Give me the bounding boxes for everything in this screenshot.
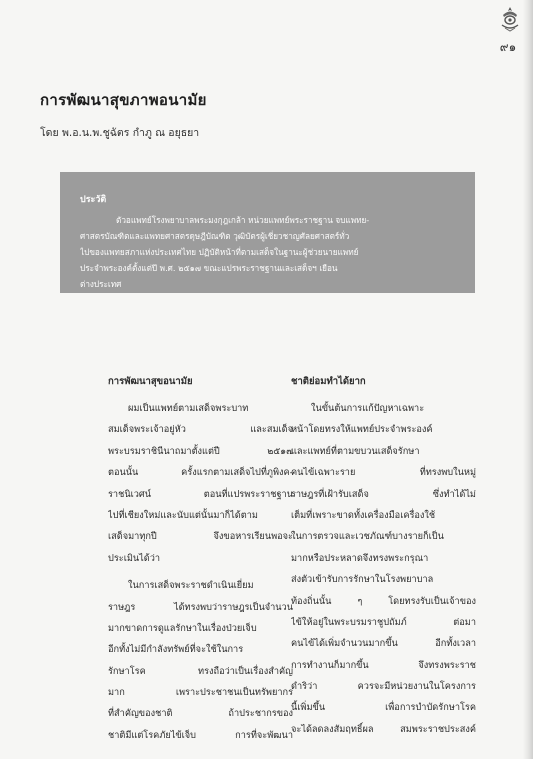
page-number: ๙๑ (499, 40, 517, 54)
section-heading: ชาติย่อมทำได้ยาก (291, 376, 366, 387)
paragraph (291, 398, 476, 740)
text-line: มาก เพราะประชาชนเป็นทรัพยากร (108, 687, 293, 699)
text-line: ผมเป็นแพทย์ตามเสด็จพระบาท (128, 403, 249, 414)
text-line: ในขั้นต้นการแก้ปัญหาเฉพาะ (311, 403, 425, 414)
text-line: รักษาโรค ทรงถือว่าเป็นเรื่องสำคัญ (108, 665, 293, 677)
text-line: คนไข้เฉพาะราย ที่ทรงพบในหมู่ (291, 467, 476, 479)
text-line: ในการตรวจและเวชภัณฑ์บางรายก็เป็น (291, 531, 444, 543)
paragraph (108, 398, 293, 569)
text-line: ท้องถิ่นนั้น ๆ โดยทรงรับเป็นเจ้าของ (291, 595, 476, 607)
text-line: ประเมินได้ว่า (108, 552, 161, 564)
bio-line: ศาสตรบัณฑิตและแพทยศาสตรดุษฎีบัณฑิต วุฒิบัตรผู้เชี่ยวชาญศัลยศาสตร์ทั่ว (80, 231, 350, 241)
bio-line: ไปของแพทยสภาแห่งประเทศไทย ปฏิบัติหน้าที่ตามเสด็จในฐานะผู้ช่วยนายแพทย์ (80, 247, 359, 257)
text-line: ดำริว่า ควรจะมีหน่วยงานในโครงการ (291, 681, 476, 693)
article-title: การพัฒนาสุขภาพอนามัย (40, 91, 207, 109)
text-line: ที่สำคัญของชาติ ถ้าประชากรของ (108, 708, 293, 720)
bio-line: ต่างประเทศ (80, 279, 122, 289)
right-column (291, 372, 476, 740)
text-line: ราษฎร ได้ทรงพบว่าราษฎรเป็นจำนวน (108, 601, 293, 613)
royal-emblem-icon (497, 6, 523, 32)
text-line: ชาติมีแต่โรคภัยไข้เจ็บ การที่จะพัฒนา (108, 729, 293, 741)
text-line: เสด็จมาทุกปี จึงขอหารเรียนพอจะ (108, 531, 293, 543)
text-line: ส่งตัวเข้ารับการรักษาในโรงพยาบาล (291, 574, 434, 586)
text-line: ตอนนั้น ครั้งแรกตามเสด็จไปที่ภูพิงค- (108, 467, 293, 479)
paragraph (108, 575, 293, 746)
text-line: ราษฎรที่เฝ้ารับเสด็จ ซึ่งทำได้ไม่ (291, 488, 476, 500)
text-line: อีกทั้งไม่มีกำลังทรัพย์ที่จะใช้ในการ (108, 644, 244, 656)
text-line: มากขาดการดูแลรักษาในเรื่องป่วยเจ็บ (108, 622, 257, 634)
text-line: ไปที่เชียงใหม่และนับแต่นั้นมาก็ได้ตาม (108, 509, 258, 521)
text-line: หน้าโดยทรงให้แพทย์ประจำพระองค์ (291, 424, 433, 436)
text-line: มากหรือประหลาดจึงทรงพระกรุณา (291, 552, 429, 564)
text-line: จะได้ลดลงสัมฤทธิ์ผล สมพระราชประสงค์ (291, 723, 476, 735)
text-line: การทำงานก็มากขึ้น จึงทรงพระราช (291, 659, 476, 671)
text-line: คนไข้ได้เพิ่มจำนวนมากขึ้น อีกทั้งเวลา (291, 638, 476, 650)
text-line: พระบรมราชินีนาถมาตั้งแต่ปี ๒๕๑๗ (108, 445, 293, 457)
author-bio-box (60, 172, 475, 293)
text-line: ราชนิเวศน์ ตอนที่แปรพระราชฐาน (108, 488, 293, 500)
text-line: สมเด็จพระเจ้าอยู่หัว และสมเด็จ (108, 424, 293, 436)
text-line: ในการเสด็จพระราชดำเนินเยี่ยม (128, 580, 254, 592)
left-column (108, 372, 293, 746)
section-heading: การพัฒนาสุขอนามัย (108, 376, 193, 387)
scan-edge-shadow (523, 0, 533, 759)
bio-line: ประจำพระองค์ตั้งแต่ปี พ.ศ. ๒๕๑๗ ขณะแปรพระราชฐานและเสด็จฯ เยือน (80, 263, 338, 273)
text-line: ไข้ให้อยู่ในพระบรมราชูปถัมภ์ ต่อมา (291, 616, 476, 628)
bio-line: ตัวอแพทย์โรงพยาบาลพระมงกุฎเกล้า หน่วยแพทย์พระราชฐาน จบแพทย- (116, 215, 370, 225)
text-line: นี้เพิ่มขึ้น เพื่อการบำบัดรักษาโรค (291, 702, 476, 714)
text-line: เต็มที่เพราะขาดทั้งเครื่องมือเครื่องใช้ (291, 509, 436, 521)
text-line: และแพทย์ที่ตามขบวนเสด็จรักษา (291, 445, 420, 457)
author-byline: โดย พ.อ.น.พ.ชูฉัตร กำภู ณ อยุธยา (40, 127, 200, 139)
bio-heading: ประวัติ (80, 195, 107, 205)
